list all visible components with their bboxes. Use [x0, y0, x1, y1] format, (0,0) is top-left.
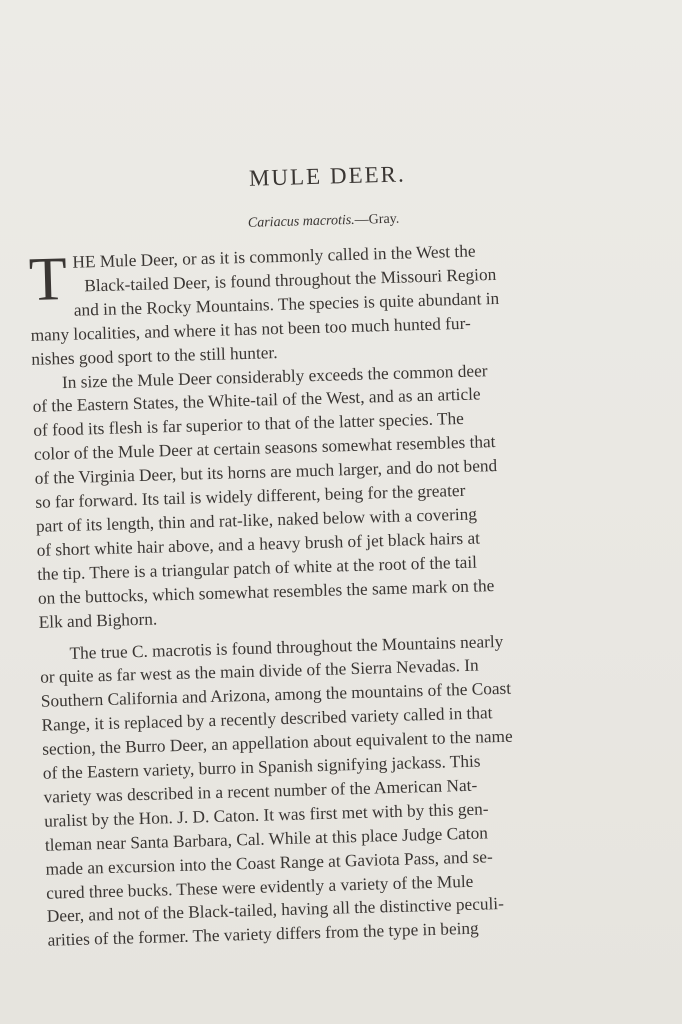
text-line: many localities, and where it has not been too much hunted fur-: [30, 313, 471, 345]
text-line: In size the Mule Deer considerably exceeds the common deer: [61, 360, 488, 392]
text-line: of short white hair above, and a heavy brush of jet black hairs at: [36, 528, 481, 560]
text-line: of the Virginia Deer, but its horns are much larger, and do not bend: [34, 456, 498, 489]
text-line: Range, it is replaced by a recently described variety called in that: [41, 703, 493, 735]
page-title: MULE DEER.: [248, 161, 407, 191]
page-content: [26, 151, 640, 953]
text-line: of food its flesh is far superior to that of the latter species. The: [33, 409, 465, 441]
text-line: color of the Mule Deer at certain seasons somewhat resembles that: [33, 432, 496, 465]
text-line: so far forward. Its tail is widely different, being for the greater: [35, 480, 466, 512]
text-line: made an excursion into the Coast Range at Gaviota Pass, and se-: [45, 846, 493, 879]
text-line: or quite as far west as the main divide of the Sierra Nevadas. In: [39, 655, 479, 688]
paragraph-3: [39, 626, 639, 953]
drop-cap: T: [28, 244, 68, 314]
text-line: on the buttocks, which somewhat resembles the same mark on the: [37, 575, 495, 608]
text-line: The true C. macrotis is found throughout the Mountains nearly: [69, 631, 504, 663]
text-line: of the Eastern States, the White-tail of the West, and as an article: [32, 384, 481, 417]
text-line: Black-tailed Deer, is found throughout the Missouri Region: [84, 264, 497, 296]
text-line: uralist by the Hon. J. D. Caton. It was first met with by this gen-: [43, 799, 489, 831]
text-line: part of its length, thin and rat-like, naked below with a covering: [35, 504, 478, 536]
text-line: arities of the former. The variety differs from the type in being: [47, 919, 479, 951]
species-author: —Gray.: [354, 211, 400, 228]
text-line: Elk and Bighorn.: [38, 609, 158, 632]
paragraph-2: [32, 355, 631, 634]
text-line: section, the Burro Deer, an appellation about equivalent to the name: [41, 726, 513, 759]
text-line: nishes good sport to the still hunter.: [31, 342, 278, 369]
species-subtitle: [28, 205, 620, 238]
text-line: tleman near Santa Barbara, Cal. While at this place Judge Caton: [44, 823, 489, 855]
text-line: of the Eastern variety, burro in Spanish signifying jackass. This: [42, 751, 481, 783]
paragraph-1: [28, 235, 623, 371]
text-line: HE Mule Deer, or as it is commonly called in the West the: [72, 241, 476, 272]
text-line: variety was described in a recent number of the American Nat-: [43, 775, 478, 807]
text-line: Deer, and not of the Black-tailed, having all the distinctive peculi-: [46, 894, 505, 927]
text-line: Southern California and Arizona, among the mountains of the Coast: [40, 678, 512, 712]
species-name: Cariacus macrotis.: [247, 212, 355, 231]
text-line: the tip. There is a triangular patch of white at the root of the tail: [37, 552, 478, 584]
text-line: cured three bucks. These were evidently a variety of the Mule: [45, 871, 474, 903]
text-line: and in the Rocky Mountains. The species is quite abundant in: [73, 288, 500, 320]
